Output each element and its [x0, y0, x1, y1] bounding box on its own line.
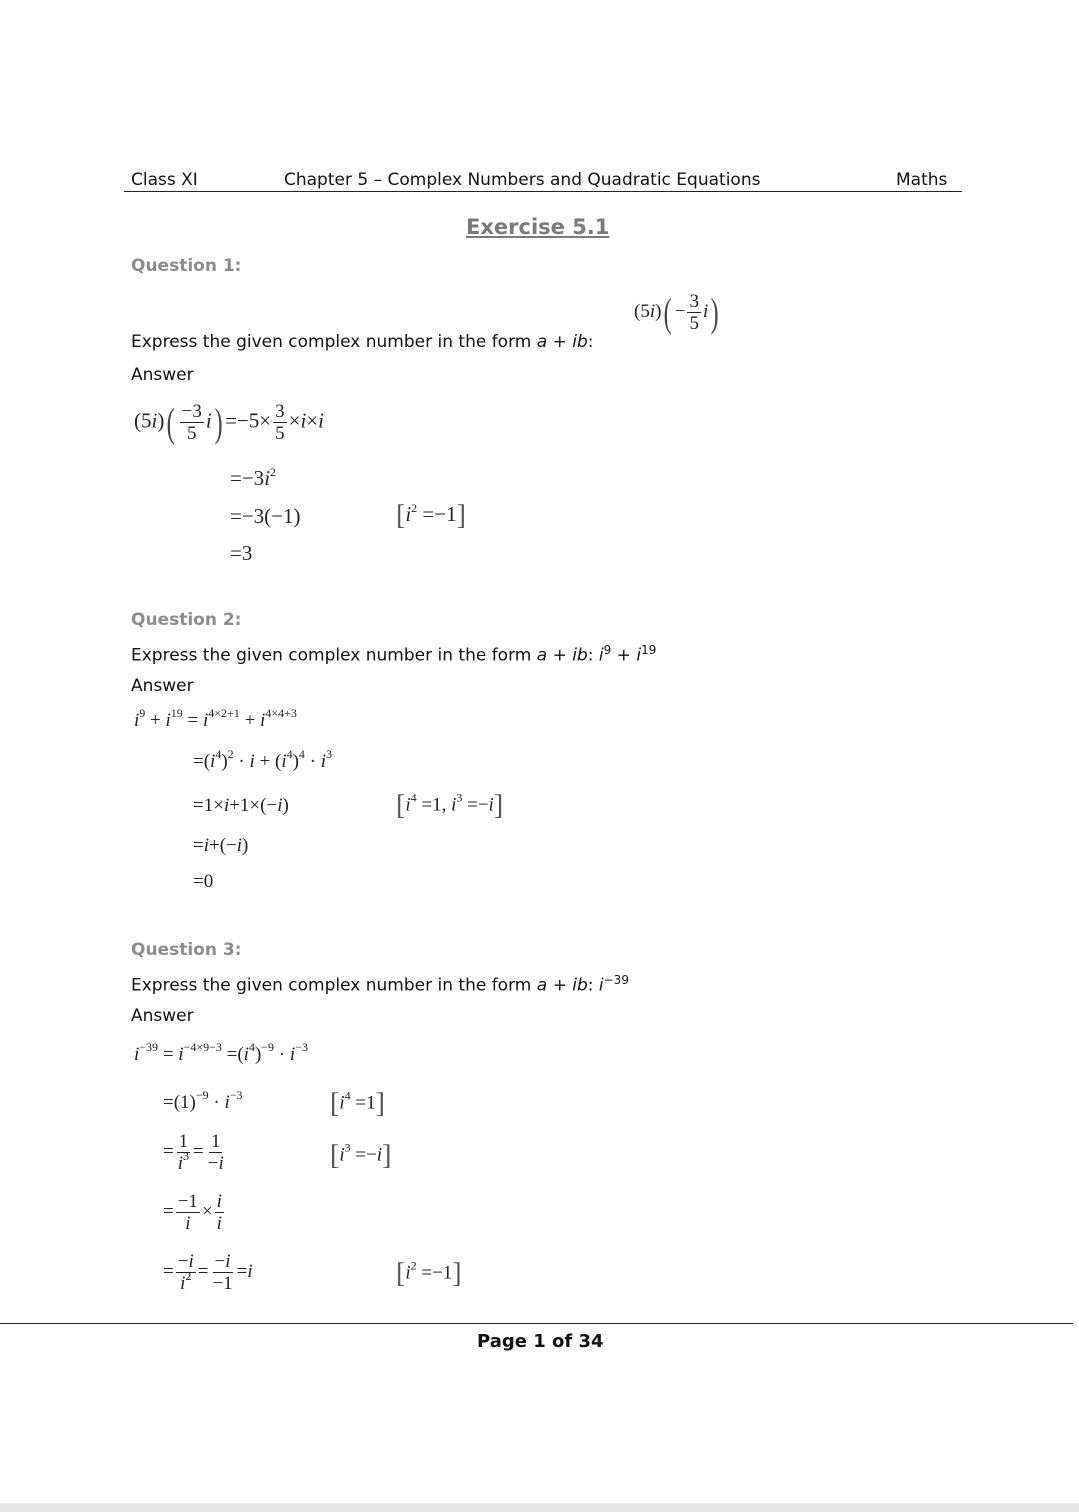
- prompt-a: a: [536, 645, 548, 666]
- q1-step-4: =3: [230, 541, 253, 565]
- q1-step-1: (5i)( $\frac{-3}{5}$ i) =−5× $\frac{3}{5}$ ×i×i: [134, 399, 324, 445]
- question-3-prompt: Express the given complex number in the form a + ib: $i^{-39}$: [131, 973, 629, 996]
- q2-step-4: =i+(−i): [193, 835, 249, 856]
- prompt-plus: +: [547, 975, 573, 996]
- header-rule: [124, 191, 962, 192]
- q3-note-1: $[i^4 =1]$: [330, 1088, 385, 1119]
- prompt-ib: ib: [572, 975, 588, 996]
- prompt-a: a: [536, 332, 548, 352]
- q1-step-2: $=-3i^2$: [230, 465, 277, 490]
- q2-step-2: $=(i^4)^2 \cdot i + (i^4)^4 \cdot i^3$: [193, 747, 333, 772]
- viewer-bottom-bar: [0, 1503, 1079, 1512]
- question-2-prompt: Express the given complex number in the form a + ib: $i^9 + i^{19}$: [131, 643, 657, 666]
- q1-note-1: $[i^2 =-1]$: [396, 500, 466, 531]
- exercise-title: Exercise 5.1: [466, 215, 610, 239]
- prompt-ib: ib: [572, 332, 588, 352]
- header-class: Class XI: [131, 170, 198, 190]
- prompt-colon: :: [587, 645, 599, 666]
- prompt-text: Express the given complex number in the form: [131, 332, 537, 352]
- footer-rule: [0, 1323, 1073, 1324]
- prompt-colon: :: [587, 332, 594, 352]
- q3-step-1: $i^{-39} = i^{-4\times 9-3} =(i^4)^{-9} \cdot i^{-3}$: [134, 1040, 308, 1065]
- question-1-label: Question 1:: [131, 256, 242, 276]
- prompt-plus: +: [547, 645, 573, 666]
- question-1-prompt: [131, 332, 593, 352]
- q3-step-3: = $\frac{1}{i^3}$ = $\frac{1}{-i}$: [163, 1131, 224, 1174]
- q3-step-4: = $\frac{-1}{i}$ × $\frac{i}{i}$: [163, 1191, 222, 1234]
- question-1-answer-label: Answer: [131, 365, 194, 385]
- q3-note-2: $[i^3 =-i]$: [330, 1140, 392, 1171]
- question-2-answer-label: Answer: [131, 676, 194, 696]
- q2-note-1: [$i^4 =1$, $i^3 =-i$]: [396, 790, 504, 821]
- prompt-colon: :: [587, 975, 599, 996]
- q2-step-5: =0: [193, 871, 214, 892]
- question-2-label: Question 2:: [131, 610, 242, 630]
- prompt-ib: ib: [572, 645, 588, 666]
- question-3-label: Question 3:: [131, 940, 242, 960]
- q3-note-3: $[i^2 =-1]$: [396, 1258, 462, 1289]
- prompt-text: Express the given complex number in the form: [131, 975, 537, 996]
- page-number: Page 1 of 34: [477, 1331, 604, 1352]
- q2-step-3: =1×i+1×(−i): [193, 795, 289, 816]
- q3-step-5: = $\frac{-i}{i^2}$ = $\frac{-i}{-1}$ =i: [163, 1251, 253, 1294]
- q2-step-1: $i^9 + i^{19} = i^{4\times 2+1} + i^{4\times 4+3}$: [134, 706, 297, 731]
- q1-step-3: =−3(−1): [230, 504, 301, 528]
- header-chapter: Chapter 5 – Complex Numbers and Quadratic Equations: [284, 170, 761, 190]
- header-subject: Maths: [896, 170, 948, 190]
- q3-step-2: $=(1)^{-9} \cdot i^{-3}$: [163, 1088, 243, 1113]
- prompt-a: a: [536, 975, 548, 996]
- prompt-plus: +: [547, 332, 573, 352]
- prompt-text: Express the given complex number in the form: [131, 645, 537, 666]
- question-3-answer-label: Answer: [131, 1006, 194, 1026]
- question-1-expression: (5i)( − $\frac{3}{5}$ i): [634, 289, 719, 335]
